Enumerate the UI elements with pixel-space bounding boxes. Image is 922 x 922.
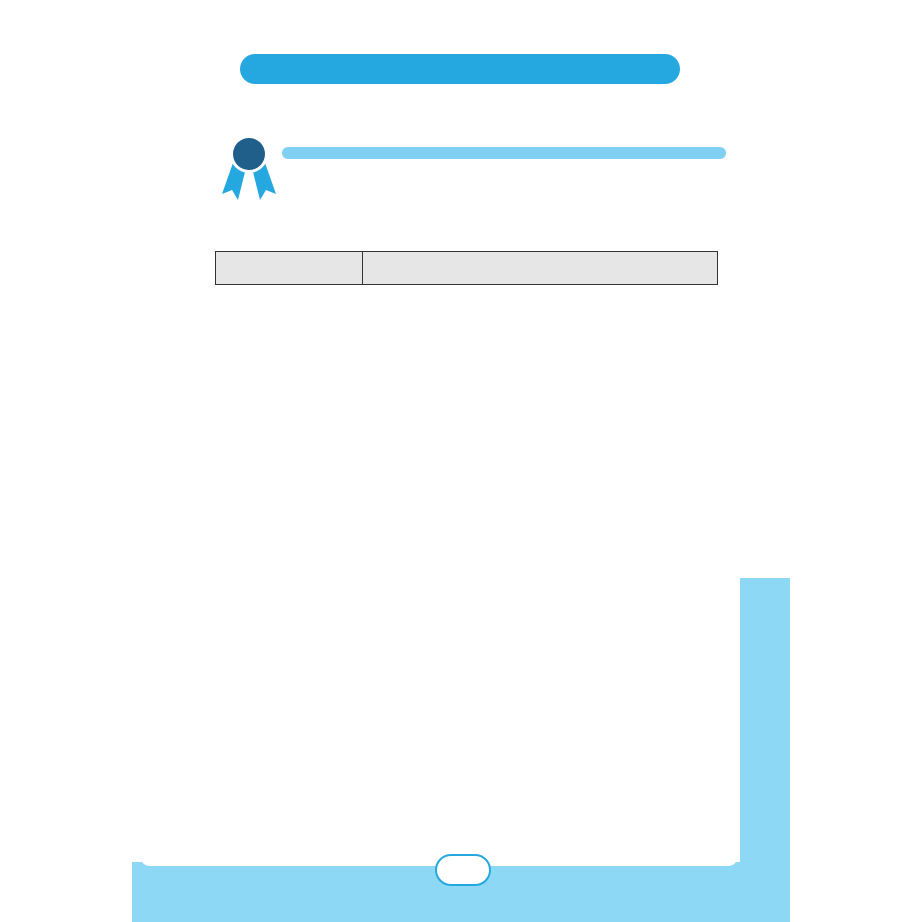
- table-header-row: [216, 252, 718, 285]
- column-b-header: [363, 252, 718, 285]
- matching-table: [215, 251, 718, 285]
- exercise-underline-bar: [282, 147, 726, 159]
- column-a-header: [216, 252, 363, 285]
- rosette-badge-icon: [218, 124, 280, 204]
- chapter-title-bar: [240, 54, 680, 84]
- page-number: [435, 854, 491, 886]
